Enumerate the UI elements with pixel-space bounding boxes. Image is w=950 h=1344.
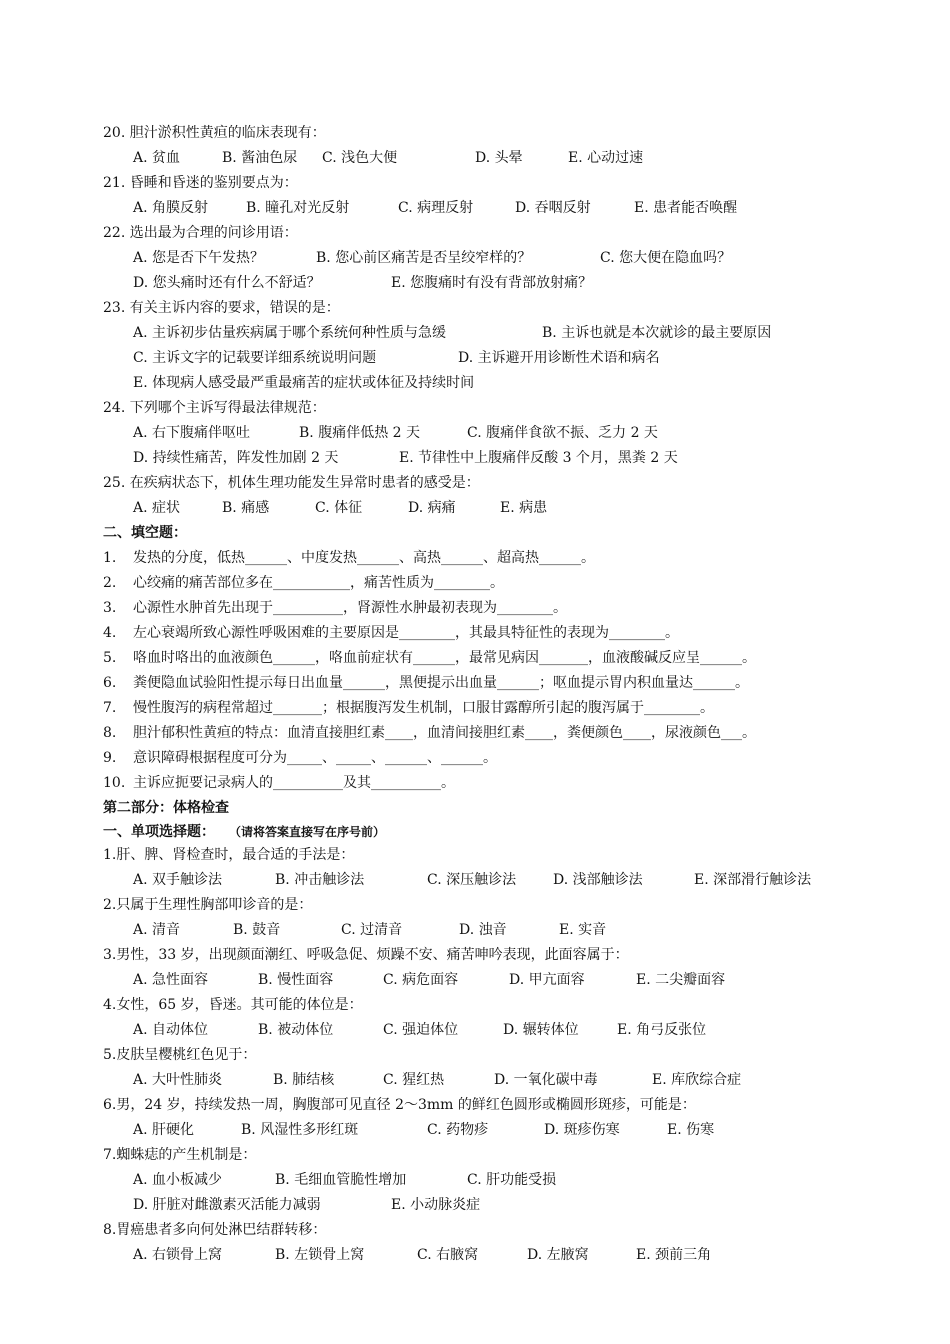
text-line [0, 1143, 950, 1168]
line-text: 22. 选出最为合理的问诊用语： [103, 225, 298, 241]
option-text: A. 您是否下午发热？ [133, 250, 265, 266]
text-line [0, 646, 950, 671]
text-line [0, 671, 950, 696]
option-text: C. 病危面容 [383, 972, 459, 988]
text-line [0, 993, 950, 1018]
text-line [0, 546, 950, 571]
text-line [0, 221, 950, 246]
text-line [0, 521, 950, 546]
option-text: B. 酱油色尿 [222, 150, 298, 166]
option-text: A. 症状 [133, 500, 181, 516]
item-number: 7. [103, 700, 117, 716]
option-text: A. 角膜反射 [133, 200, 209, 216]
text-line [0, 1118, 950, 1143]
item-number: 5. [103, 650, 117, 666]
line-text: 8.胃癌患者多向何处淋巴结群转移： [103, 1222, 327, 1238]
option-text: D. 主诉避开用诊断性术语和病名 [458, 350, 660, 366]
option-text: B. 痛感 [222, 500, 270, 516]
option-text: C. 腹痛伴食欲不振、乏力 2 天 [467, 425, 658, 441]
item-number: 8. [103, 725, 117, 741]
text-line [0, 446, 950, 471]
option-text: E. 二尖瓣面容 [636, 972, 726, 988]
text-line [0, 496, 950, 521]
option-text: C. 药物疹 [427, 1122, 489, 1138]
text-line [0, 421, 950, 446]
option-text: C. 深压触诊法 [427, 872, 517, 888]
option-text: E. 小动脉炎症 [391, 1197, 481, 1213]
text-line [0, 171, 950, 196]
option-text: E. 深部滑行触诊法 [694, 872, 812, 888]
line-text: 6.男，24 岁，持续发热一周，胸腹部可见直径 2～3mm 的鲜红色圆形或椭圆形斑疹，可能是： [103, 1097, 696, 1113]
option-text: E. 您腹痛时有没有背部放射痛？ [391, 275, 593, 291]
text-line [0, 893, 950, 918]
option-text: A. 自动体位 [133, 1022, 209, 1038]
option-text: E. 伤寒 [667, 1122, 715, 1138]
option-text: A. 肝硬化 [133, 1122, 195, 1138]
text-line [0, 746, 950, 771]
option-text: C. 体征 [315, 500, 363, 516]
text-line [0, 396, 950, 421]
line-text: 粪便隐血试验阳性提示每日出血量______，黑便提示出血量______；呕血提示胃内积血量达______。 [133, 675, 749, 691]
line-text: 意识障碍根据程度可分为_____、_____、______、______。 [133, 750, 497, 766]
option-text: D. 辗转体位 [503, 1022, 579, 1038]
text-line [0, 271, 950, 296]
text-line [0, 820, 950, 845]
item-number: 6. [103, 675, 117, 691]
option-text: D. 肝脏对雌激素灭活能力减弱 [133, 1197, 321, 1213]
option-text: C. 肝功能受损 [467, 1172, 557, 1188]
line-text: 20. 胆汁淤积性黄疸的临床表现有： [103, 125, 326, 141]
text-line [0, 621, 950, 646]
option-text: D. 您头痛时还有什么不舒适？ [133, 275, 321, 291]
option-text: B. 瞳孔对光反射 [246, 200, 350, 216]
text-line [0, 1168, 950, 1193]
option-text: A. 主诉初步估量疾病属于哪个系统何种性质与急缓 [133, 325, 447, 341]
option-text: A. 双手触诊法 [133, 872, 223, 888]
option-text: D. 吞咽反射 [515, 200, 591, 216]
line-text: 24. 下列哪个主诉写得最法律规范： [103, 400, 326, 416]
option-text: B. 毛细血管脆性增加 [275, 1172, 407, 1188]
item-number: 1. [103, 550, 117, 566]
item-number: 4. [103, 625, 117, 641]
option-text: E. 节律性中上腹痛伴反酸 3 个月，黑粪 2 天 [399, 450, 678, 466]
option-text: A. 清音 [133, 922, 181, 938]
line-text: 发热的分度，低热______、中度发热______、高热______、超高热______。 [133, 550, 595, 566]
option-text: B. 您心前区痛苦是否呈绞窄样的？ [316, 250, 532, 266]
option-text: B. 左锁骨上窝 [275, 1247, 365, 1263]
option-text: C. 浅色大便 [322, 150, 398, 166]
option-text: D. 头晕 [475, 150, 523, 166]
line-text: 3.男性，33 岁，出现颜面潮红、呼吸急促、烦躁不安、痛苦呻吟表现，此面容属于： [103, 947, 629, 963]
line-text: 23. 有关主诉内容的要求，错误的是： [103, 300, 340, 316]
line-text: 第二部分：体格检查 [103, 800, 229, 816]
item-number: 3. [103, 600, 117, 616]
line-text: 咯血时咯出的血液颜色______，咯血前症状有______，最常见病因_______，血液酸碱反应呈______。 [133, 650, 756, 666]
text-line [0, 1093, 950, 1118]
option-text: D. 左腋窝 [527, 1247, 589, 1263]
text-line [0, 771, 950, 796]
text-line [0, 721, 950, 746]
line-text: E. 体现病人感受最严重最痛苦的症状或体征及持续时间 [133, 375, 475, 391]
line-text: 5.皮肤呈樱桃红色见于： [103, 1047, 257, 1063]
text-line [0, 1068, 950, 1093]
option-text: A. 右锁骨上窝 [133, 1247, 223, 1263]
option-text: 一、单项选择题： [103, 824, 215, 840]
option-text: B. 慢性面容 [258, 972, 334, 988]
text-line [0, 843, 950, 868]
option-text: C. 猩红热 [383, 1072, 445, 1088]
line-text: 1.肝、脾、肾检查时，最合适的手法是： [103, 847, 355, 863]
line-text: 2.只属于生理性胸部叩诊音的是： [103, 897, 313, 913]
option-text: A. 右下腹痛伴呕吐 [133, 425, 251, 441]
text-line [0, 296, 950, 321]
option-text: C. 右腋窝 [417, 1247, 479, 1263]
line-text: 胆汁郁积性黄疸的特点：血清直接胆红素____，血清间接胆红素____，粪便颜色____，尿液颜色___。 [133, 725, 756, 741]
line-text: 慢性腹泻的病程常超过_______；根据腹泻发生机制，口服甘露醇所引起的腹泻属于________。 [133, 700, 714, 716]
text-line [0, 571, 950, 596]
text-line [0, 321, 950, 346]
option-text: B. 鼓音 [233, 922, 281, 938]
text-line [0, 1218, 950, 1243]
option-text: D. 持续性痛苦，阵发性加剧 2 天 [133, 450, 339, 466]
text-line [0, 1043, 950, 1068]
line-text: 21. 昏睡和昏迷的鉴别要点为： [103, 175, 298, 191]
option-text: E. 病患 [500, 500, 548, 516]
text-line [0, 596, 950, 621]
text-line [0, 121, 950, 146]
option-text: E. 心动过速 [568, 150, 644, 166]
option-text: B. 主诉也就是本次就诊的最主要原因 [542, 325, 772, 341]
text-line [0, 371, 950, 396]
option-text: D. 浅部触诊法 [553, 872, 643, 888]
text-line [0, 943, 950, 968]
text-line [0, 796, 950, 821]
option-text: E. 颈前三角 [636, 1247, 712, 1263]
text-line [0, 346, 950, 371]
text-line [0, 1018, 950, 1043]
text-line [0, 868, 950, 893]
option-text: D. 病痛 [408, 500, 456, 516]
option-text: （请将答案直接写在序号前） [229, 825, 386, 839]
option-text: B. 冲击触诊法 [275, 872, 365, 888]
option-text: C. 主诉文字的记载要详细系统说明问题 [133, 350, 377, 366]
item-number: 10. [103, 775, 126, 791]
option-text: C. 强迫体位 [383, 1022, 459, 1038]
line-text: 7.蜘蛛痣的产生机制是： [103, 1147, 257, 1163]
option-text: A. 贫血 [133, 150, 181, 166]
text-line [0, 471, 950, 496]
option-text: B. 被动体位 [258, 1022, 334, 1038]
line-text: 心源性水肿首先出现于__________，肾源性水肿最初表现为________。 [133, 600, 567, 616]
option-text: D. 浊音 [459, 922, 507, 938]
line-text: 4.女性，65 岁，昏迷。其可能的体位是： [103, 997, 363, 1013]
option-text: C. 病理反射 [398, 200, 474, 216]
line-text: 左心衰竭所致心源性呼吸困难的主要原因是________，其最具特征性的表现为________。 [133, 625, 679, 641]
line-text: 心绞痛的痛苦部位多在___________，痛苦性质为________。 [133, 575, 504, 591]
option-text: D. 斑疹伤寒 [544, 1122, 620, 1138]
text-line [0, 1193, 950, 1218]
text-line [0, 196, 950, 221]
option-text: C. 过清音 [341, 922, 403, 938]
option-text: E. 患者能否唤醒 [634, 200, 738, 216]
item-number: 2. [103, 575, 117, 591]
option-text: E. 实音 [559, 922, 607, 938]
line-text: 主诉应扼要记录病人的__________及其__________。 [133, 775, 455, 791]
option-text: E. 角弓反张位 [617, 1022, 707, 1038]
option-text: C. 您大便在隐血吗？ [600, 250, 732, 266]
text-line [0, 968, 950, 993]
line-text: 二、填空题： [103, 525, 187, 541]
text-line [0, 146, 950, 171]
option-text: E. 库欣综合症 [652, 1072, 742, 1088]
option-text: A. 血小板减少 [133, 1172, 223, 1188]
text-line [0, 918, 950, 943]
option-text: B. 风湿性多形红斑 [241, 1122, 359, 1138]
item-number: 9. [103, 750, 117, 766]
option-text: A. 急性面容 [133, 972, 209, 988]
text-line [0, 246, 950, 271]
option-text: B. 肺结核 [273, 1072, 335, 1088]
option-text: D. 甲亢面容 [509, 972, 585, 988]
option-text: A. 大叶性肺炎 [133, 1072, 223, 1088]
option-text: B. 腹痛伴低热 2 天 [299, 425, 420, 441]
line-text: 25. 在疾病状态下，机体生理功能发生异常时患者的感受是： [103, 475, 480, 491]
option-text: D. 一氧化碳中毒 [494, 1072, 598, 1088]
text-line [0, 696, 950, 721]
text-line [0, 1243, 950, 1268]
